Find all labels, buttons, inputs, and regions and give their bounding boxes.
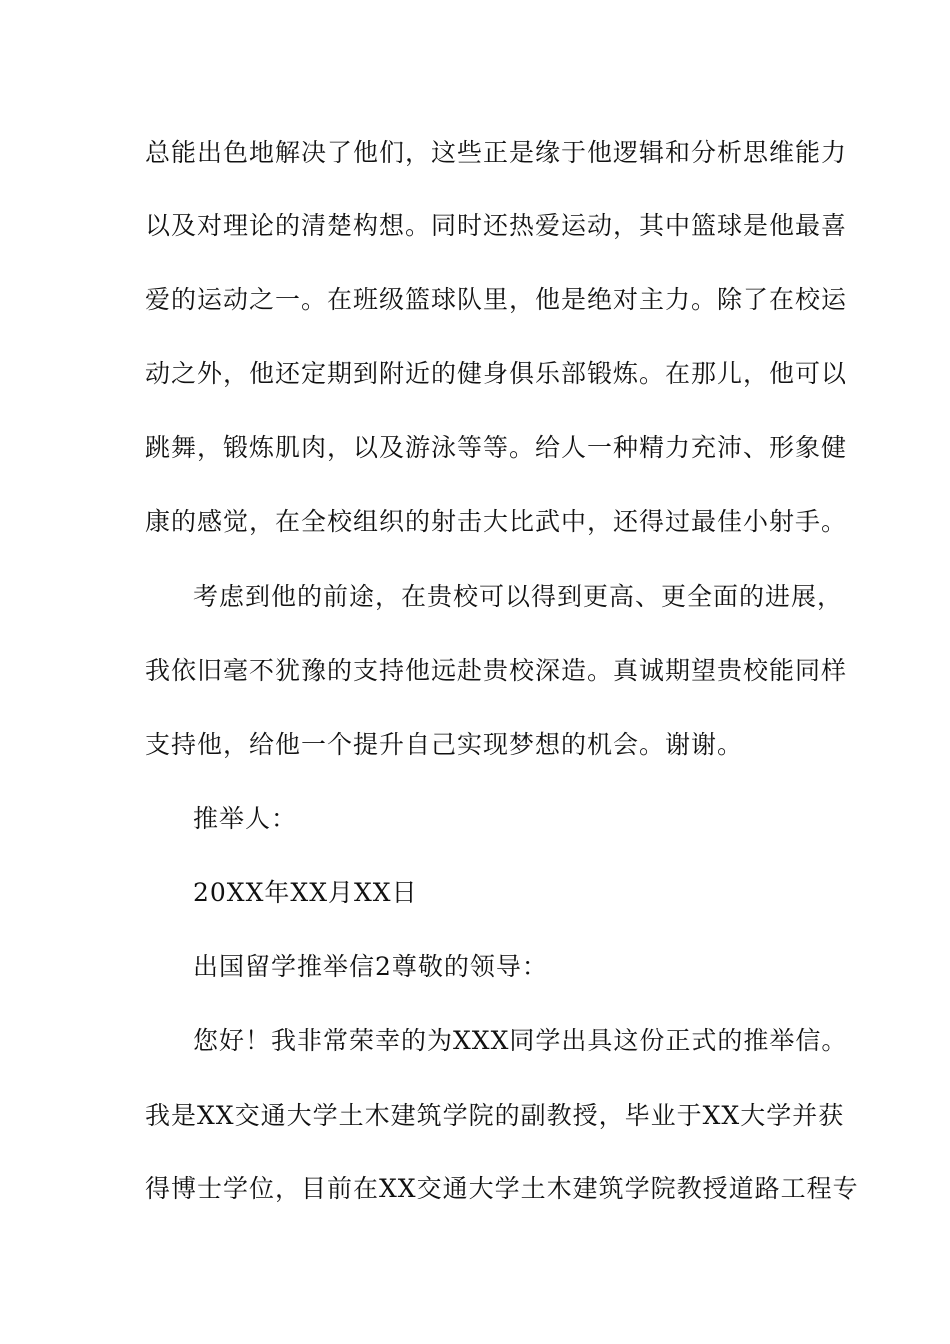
paragraph-line: 康的感觉，在全校组织的射击大比武中，还得过最佳小射手。 [145, 507, 848, 536]
paragraph-line: 支持他，给他一个提升自己实现梦想的机会。谢谢。 [145, 730, 744, 759]
date-line: 20XX年XX月XX日 [193, 878, 418, 907]
paragraph-line: 得博士学位，目前在XX交通大学土木建筑学院教授道路工程专 [145, 1174, 859, 1203]
signature-label: 推举人： [193, 804, 298, 833]
paragraph-line: 考虑到他的前途，在贵校可以得到更高、更全面的进展， [193, 582, 844, 611]
paragraph-line: 我是XX交通大学土木建筑学院的副教授，毕业于XX大学并获 [145, 1101, 845, 1130]
section-heading: 出国留学推举信2尊敬的领导： [193, 952, 548, 981]
paragraph-line: 动之外，他还定期到附近的健身俱乐部锻炼。在那儿，他可以 [145, 359, 848, 388]
paragraph-line: 跳舞，锻炼肌肉，以及游泳等等。给人一种精力充沛、形象健 [145, 433, 848, 462]
paragraph-line: 我依旧毫不犹豫的支持他远赴贵校深造。真诚期望贵校能同样 [145, 656, 848, 685]
paragraph-line: 爱的运动之一。在班级篮球队里，他是绝对主力。除了在校运 [145, 285, 848, 314]
paragraph-line: 您好！我非常荣幸的为XXX同学出具这份正式的推举信。 [193, 1026, 848, 1055]
paragraph-line: 以及对理论的清楚构想。同时还热爱运动，其中篮球是他最喜 [145, 211, 848, 240]
paragraph-line: 总能出色地解决了他们，这些正是缘于他逻辑和分析思维能力 [145, 138, 848, 167]
